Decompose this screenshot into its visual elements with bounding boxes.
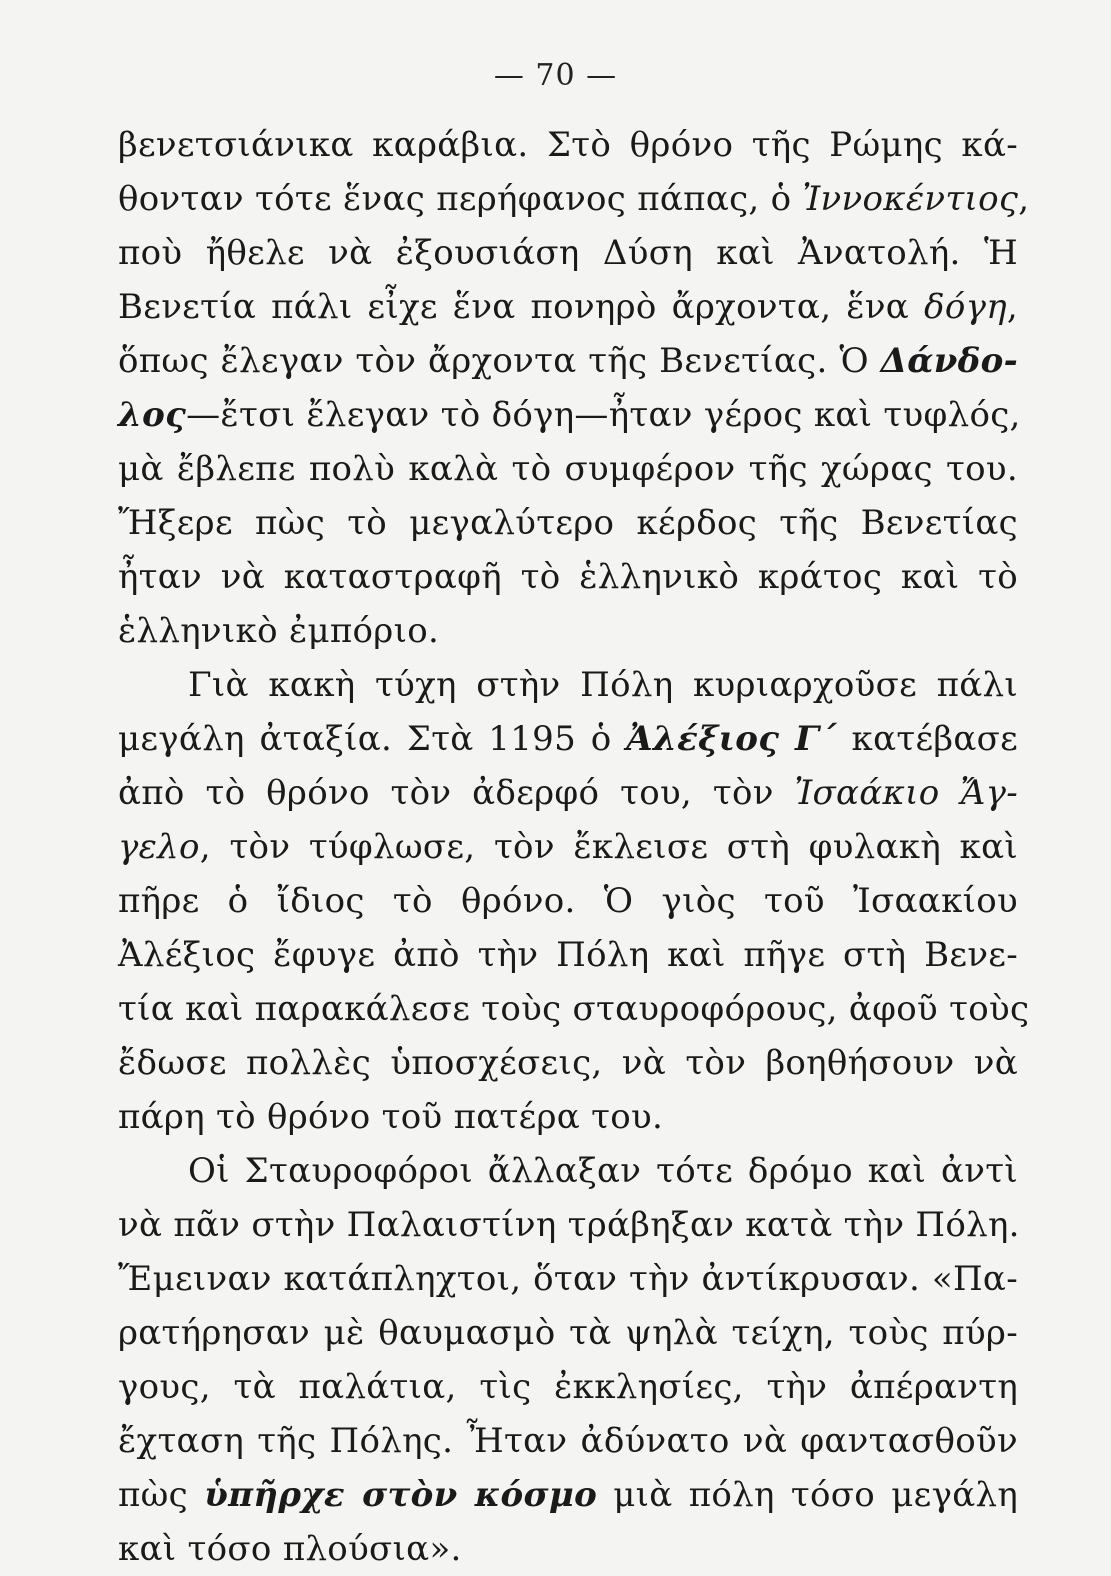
body-text [118,118,1030,1576]
text-segment: νὰ πᾶν στὴν Παλαιστίνη τράβηξαν κατὰ τὴν Πόλη. [118,1205,1020,1245]
text-line [118,982,1030,1036]
text-segment: καὶ τόσο πλούσια». [118,1529,462,1569]
text-segment: ἑλληνικὸ ἐμπόριο. [118,611,440,651]
text-segment: —ἔτσι ἔλεγαν τὸ δόγη—ἦταν γέρος καὶ τυφλός, [186,395,1021,435]
text-line [118,226,1018,280]
text-segment: κατέβασε [836,719,1018,759]
text-line [118,1468,1018,1522]
text-segment: πάρη τὸ θρόνο τοῦ πατέρα του. [118,1097,664,1137]
text-line [118,550,1018,604]
text-line [118,1036,1018,1090]
text-line [118,1090,1018,1144]
text-line [118,118,1018,172]
text-line [118,280,1018,334]
text-line [118,1306,1018,1360]
emphasized-text: γελο [118,827,200,867]
text-line [118,1252,1018,1306]
text-segment: Βενετία πάλι εἶχε ἕνα πονηρὸ ἄρχοντα, ἕνα [118,287,925,327]
text-segment: ἔχταση τῆς Πόλης. Ἦταν ἀδύνατο νὰ φαντασθοῦν [118,1421,1018,1461]
text-segment: τία καὶ παρακάλεσε τοὺς σταυροφόρους, ἀφοῦ τοὺς [118,989,1030,1029]
text-segment: πῆρε ὁ ἴδιος τὸ θρόνο. Ὁ γιὸς τοῦ Ἰσαακίου [118,881,1018,921]
text-segment: βενετσιάνικα καράβια. Στὸ θρόνο τῆς Ρώμης κά- [118,125,1018,165]
emphasized-text: Δάνδο- [880,341,1018,381]
text-line [118,874,1018,928]
text-segment: Ἔμειναν κατάπληχτοι, ὅταν τὴν ἀντίκρυσαν. «Πα- [118,1259,1018,1299]
text-line [118,712,1018,766]
text-line [118,820,1018,874]
text-segment: ρατήρησαν μὲ θαυμασμὸ τὰ ψηλὰ τείχη, τοὺς πύρ- [118,1313,1018,1353]
text-line [118,1360,1018,1414]
text-line [118,1522,1018,1576]
text-segment: μὰ ἔβλεπε πολὺ καλὰ τὸ συμφέρον τῆς χώρας του. [118,449,1018,489]
text-segment: ἀπὸ τὸ θρόνο τὸν ἀδερφό του, τὸν [118,773,795,813]
text-line [118,604,1018,658]
page-number: — 70 — [493,58,618,93]
text-line [118,766,1018,820]
text-segment: ἦταν νὰ καταστραφῆ τὸ ἑλληνικὸ κράτος καὶ τὸ [118,557,1018,597]
text-line [118,658,1018,712]
text-line [118,1144,1018,1198]
text-segment: ὅπως ἔλεγαν τὸν ἄρχοντα τῆς Βενετίας. Ὁ [118,341,881,381]
text-segment: , [1006,287,1018,327]
text-segment: Ἤξερε πὼς τὸ μεγαλύτερο κέρδος τῆς Βενετίας [118,503,1018,543]
text-segment: μεγάλη ἀταξία. Στὰ 1195 ὁ [118,719,627,759]
text-segment: θονταν τότε ἕνας περήφανος πάπας, ὁ [118,179,803,219]
emphasized-text: δόγη [924,287,1007,327]
text-line [118,928,1018,982]
text-line [118,1198,1018,1252]
text-segment: Οἱ Σταυροφόροι ἄλλαξαν τότε δρόμο καὶ ἀντὶ [188,1151,1018,1191]
emphasized-text: λος [118,395,187,435]
text-line [118,496,1018,550]
text-segment: μιὰ πόλη τόσο μεγάλη [597,1475,1018,1515]
text-line [118,442,1018,496]
text-line [118,334,1018,388]
emphasized-text: Ἰσαάκιο Ἄγ- [794,773,1019,813]
text-line [118,1414,1018,1468]
text-segment: γους, τὰ παλάτια, τὶς ἐκκλησίες, τὴν ἀπέραντη [118,1367,1018,1407]
text-segment: , [1018,179,1030,219]
text-segment: πὼς [118,1475,205,1515]
text-segment: ποὺ ἤθελε νὰ ἐξουσιάση Δύση καὶ Ἀνατολή. Ἡ [118,233,1018,273]
text-segment: ἔδωσε πολλὲς ὑποσχέσεις, νὰ τὸν βοηθήσουν νὰ [118,1043,1018,1083]
emphasized-text: Ἀλέξιος Γ΄ [626,719,837,759]
emphasized-text: Ἰννοκέντιος [802,179,1019,219]
text-segment: Γιὰ κακὴ τύχη στὴν Πόλη κυριαρχοῦσε πάλι [188,665,1018,705]
text-segment: Ἀλέξιος ἔφυγε ἀπὸ τὴν Πόλη καὶ πῆγε στὴ Βενε- [118,935,1018,975]
text-line [118,172,1030,226]
text-line [118,388,1021,442]
emphasized-text: ὑπῆρχε στὸν κόσμο [204,1475,598,1515]
text-segment: , τὸν τύφλωσε, τὸν ἔκλεισε στὴ φυλακὴ καὶ [199,827,1018,867]
